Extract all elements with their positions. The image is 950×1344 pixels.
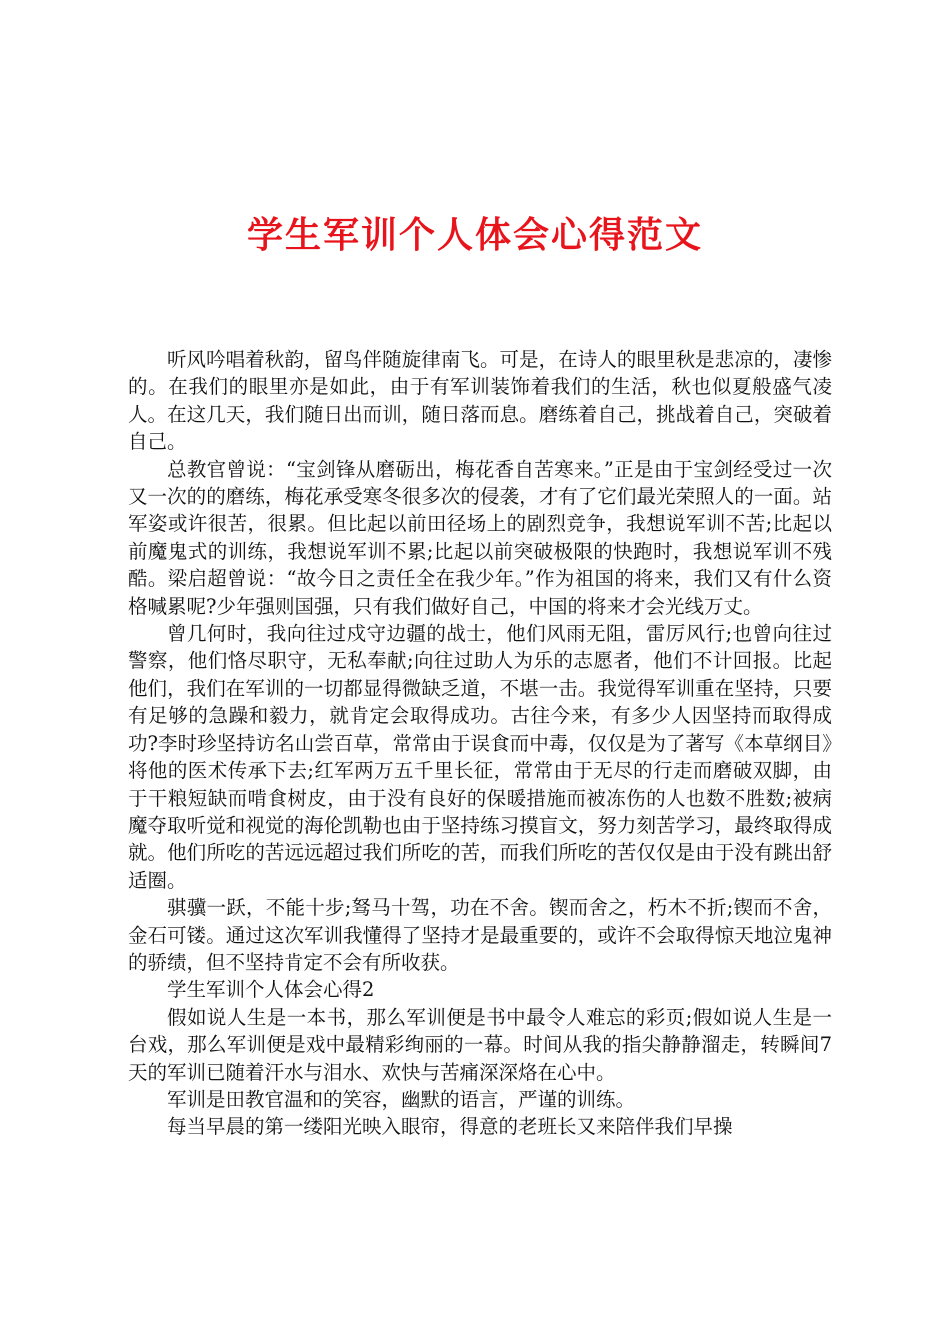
paragraph: 听风吟唱着秋韵，留鸟伴随旋律南飞。可是，在诗人的眼里秋是悲凉的，凄惨的。在我们的眼里亦是如此，由于有军训装饰着我们的生活，秋也似夏般盛气凌人。在这几天，我们随日出而训，随日落而息。磨练着自己，挑战着自己，突破着自己。 — [128, 348, 832, 454]
document-body — [128, 346, 832, 1141]
section-heading: 学生军训个人体会心得2 — [167, 978, 375, 1002]
paragraph: 曾几何时，我向往过戍守边疆的战士，他们风雨无阻，雷厉风行;也曾向往过警察，他们恪尽职守，无私奉献;向往过助人为乐的志愿者，他们不计回报。比起他们，我们在军训的一切都显得微缺乏道，不堪一击。我觉得军训重在坚持，只要有足够的急躁和毅力，就肯定会取得成功。古往今来，有多少人因坚持而取得成功?李时珍坚持访名山尝百草，常常由于误食而中毒，仅仅是为了著写《本草纲目》将他的医术传承下去;红军两万五千里长征，常常由于无尽的行走而磨破双脚，由于干粮短缺而啃食树皮，由于没有良好的保暖措施而被冻伤的人也数不胜数;被病魔夺取听觉和视觉的海伦凯勒也由于坚持练习摸盲文，努力刻苦学习，最终取得成就。他们所吃的苦远远超过我们所吃的苦，而我们所吃的苦仅仅是由于没有跳出舒适圈。 — [128, 622, 832, 892]
paragraph: 骐骥一跃，不能十步;驽马十驾，功在不舍。锲而舍之，朽木不折;锲而不舍，金石可镂。通过这次军训我懂得了坚持才是最重要的，或许不会取得惊天地泣鬼神的骄绩，但不坚持肯定不会有所收获。 — [128, 896, 832, 974]
document-title: 学生军训个人体会心得范文 — [246, 214, 703, 256]
paragraph: 每当早晨的第一缕阳光映入眼帘，得意的老班长又来陪伴我们早操 — [167, 1115, 733, 1139]
paragraph: 军训是田教官温和的笑容，幽默的语言，严谨的训练。 — [167, 1087, 636, 1111]
paragraph: 假如说人生是一本书，那么军训便是书中最令人难忘的彩页;假如说人生是一台戏，那么军训便是戏中最精彩绚丽的一幕。时间从我的指尖静静溜走，转瞬间7天的军训已随着汗水与泪水、欢快与苦痛深深烙在心中。 — [128, 1005, 832, 1084]
paragraph: 总教官曾说：“宝剑锋从磨砺出，梅花香自苦寒来。”正是由于宝剑经受过一次又一次的的磨练，梅花承受寒冬很多次的侵袭，才有了它们最光荣照人的一面。站军姿或许很苦，很累。但比起以前田径场上的剧烈竞争，我想说军训不苦;比起以前魔鬼式的训练，我想说军训不累;比起以前突破极限的快跑时，我想说军训不残酷。梁启超曾说：“故今日之责任全在我少年。”作为祖国的将来，我们又有什么资格喊累呢?少年强则国强，只有我们做好自己，中国的将来才会光线万丈。 — [128, 457, 832, 618]
